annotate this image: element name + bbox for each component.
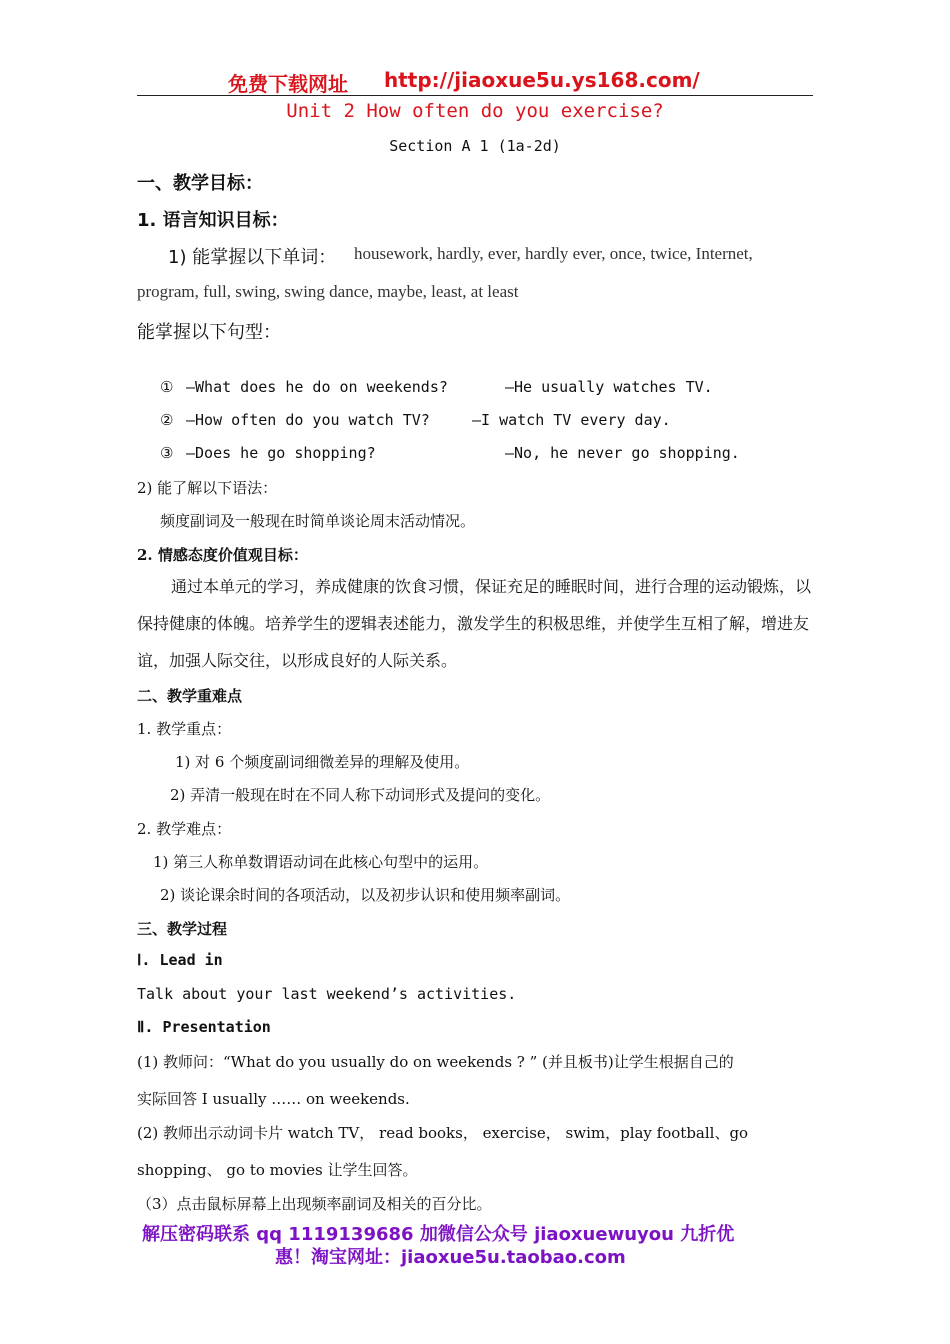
- presentation-step-2-line-2: shopping、 go to movies 让学生回答。: [137, 1161, 418, 1179]
- section1-heading: 一、教学目标：: [137, 173, 263, 194]
- grammar-label: 2) 能了解以下语法：: [137, 479, 278, 497]
- pattern-answer: —I watch TV every day.: [472, 411, 671, 429]
- pattern-question: —Does he go shopping?: [186, 444, 376, 462]
- vocab-label: 1) 能掌握以下单词：: [168, 247, 337, 268]
- presentation-step-3: （3）点击鼠标屏幕上出现频率副词及相关的百分比。: [137, 1195, 492, 1213]
- difficulties-label: 2. 教学难点：: [137, 820, 232, 838]
- presentation-step-1-line-1: (1) 教师问：“What do you usually do on weekends ? ” (并且板书)让学生根据自己的: [137, 1053, 734, 1071]
- key-points-label: 1. 教学重点：: [137, 720, 232, 738]
- difficulty-item: 1) 第三人称单数谓语动词在此核心句型中的运用。: [153, 853, 489, 871]
- pattern-question: —How often do you watch TV?: [186, 411, 430, 429]
- language-goal-heading: 1. 语言知识目标：: [137, 210, 289, 231]
- pattern-question: —What does he do on weekends?: [186, 378, 448, 396]
- lead-in-heading: Ⅰ. Lead in: [137, 951, 223, 969]
- presentation-step-1-line-2: 实际回答 I usually …… on weekends.: [137, 1090, 410, 1108]
- presentation-heading: Ⅱ. Presentation: [137, 1018, 271, 1036]
- page-subtitle: Section A 1 (1a-2d): [389, 137, 561, 155]
- section2-heading: 二、教学重难点: [137, 687, 243, 705]
- pattern-number: ①: [160, 378, 174, 396]
- key-point-item: 2) 弄清一般现在时在不同人称下动词形式及提问的变化。: [170, 786, 551, 804]
- header-site-label: 免费下载网址: [228, 72, 348, 96]
- attitude-goal-heading: 2. 情感态度价值观目标：: [137, 546, 308, 564]
- header-divider: [137, 95, 813, 96]
- difficulty-item: 2) 谈论课余时间的各项活动，以及初步认识和使用频率副词。: [160, 886, 571, 904]
- page-title: Unit 2 How often do you exercise?: [286, 100, 664, 122]
- patterns-label: 能掌握以下句型：: [137, 322, 281, 343]
- footer-line-1: 解压密码联系 qq 1119139686 加微信公众号 jiaoxuewuyou 九折优: [142, 1224, 735, 1245]
- pattern-answer: —No, he never go shopping.: [505, 444, 740, 462]
- lead-in-text: Talk about your last weekend’s activities.: [137, 985, 517, 1003]
- header-site-url[interactable]: http://jiaoxue5u.ys168.com/: [384, 68, 700, 92]
- pattern-number: ③: [160, 444, 174, 462]
- pattern-answer: —He usually watches TV.: [505, 378, 713, 396]
- grammar-text: 频度副词及一般现在时简单谈论周末活动情况。: [160, 512, 476, 530]
- vocab-line-1: housework, hardly, ever, hardly ever, once, twice, Internet,: [354, 244, 753, 263]
- presentation-step-2-line-1: (2) 教师出示动词卡片 watch TV， read books， exercise， swim，play football、go: [137, 1124, 749, 1142]
- pattern-number: ②: [160, 411, 174, 429]
- key-point-item: 1) 对 6 个频度副词细微差异的理解及使用。: [175, 753, 470, 771]
- section3-heading: 三、教学过程: [137, 920, 228, 938]
- attitude-paragraph: 通过本单元的学习，养成健康的饮食习惯，保证充足的睡眠时间，进行合理的运动锻炼，以保持健康的体魄。培养学生的逻辑表述能力，激发学生的积极思维，并使学生互相了解，增进友谊，加强人际交往，以形成良好的人际关系。: [137, 577, 812, 670]
- footer-line-2[interactable]: 惠！淘宝网址：jiaoxue5u.taobao.com: [275, 1247, 626, 1268]
- vocab-line-2: program, full, swing, swing dance, maybe, least, at least: [137, 282, 519, 301]
